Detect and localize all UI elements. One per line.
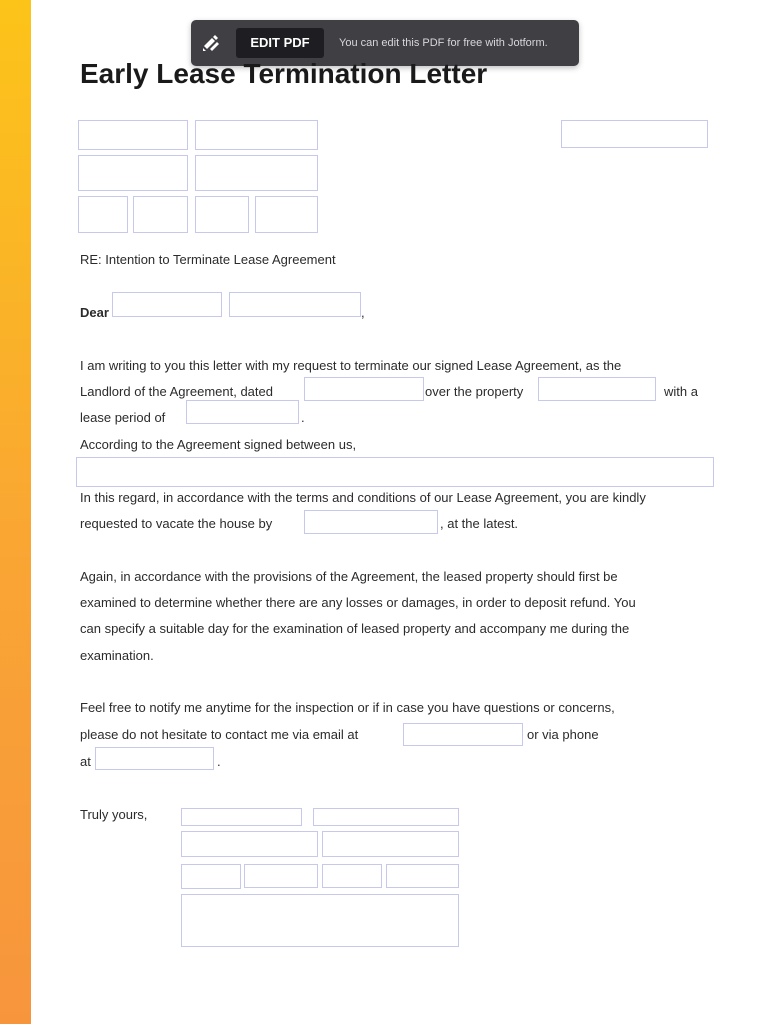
closing-text: Truly yours,: [80, 807, 148, 822]
para4-line3-a: at: [80, 754, 91, 769]
recipient-country-field[interactable]: [255, 196, 318, 233]
jotform-logo-icon: [201, 33, 223, 53]
page-title: Early Lease Termination Letter: [80, 58, 488, 89]
recipient-street-field[interactable]: [78, 155, 188, 191]
signature-field[interactable]: [181, 894, 459, 947]
left-accent-bar: [0, 0, 31, 1024]
recipient-zip-field[interactable]: [195, 196, 249, 233]
para1-line3-b: .: [301, 410, 305, 425]
agreement-date-field[interactable]: [304, 377, 424, 401]
para1-line2-a: Landlord of the Agreement, dated: [80, 384, 273, 399]
sender-first-name-field[interactable]: [181, 808, 302, 826]
vacate-date-field[interactable]: [304, 510, 438, 534]
para3-line4: examination.: [80, 648, 154, 663]
para1-line4: According to the Agreement signed between us,: [80, 437, 357, 452]
recipient-city-field[interactable]: [78, 196, 128, 233]
edit-pdf-button[interactable]: EDIT PDF: [236, 28, 324, 58]
para1-line2-b: over the property: [425, 384, 524, 399]
sender-last-name-field[interactable]: [313, 808, 459, 826]
sender-street-field[interactable]: [181, 831, 318, 857]
recipient-state-field[interactable]: [133, 196, 188, 233]
dear-last-name-field[interactable]: [229, 292, 361, 317]
sender-country-field[interactable]: [386, 864, 459, 888]
para4-line3-b: .: [217, 754, 221, 769]
lease-period-field[interactable]: [186, 400, 299, 424]
salutation-comma: ,: [361, 305, 365, 320]
para1-line1: I am writing to you this letter with my request to terminate our signed Lease Agreement, as the: [80, 358, 622, 373]
dear-first-name-field[interactable]: [112, 292, 222, 317]
banner-message: You can edit this PDF for free with Jotform.: [339, 37, 548, 49]
sender-zip-field[interactable]: [322, 864, 382, 888]
recipient-first-name-field[interactable]: [78, 120, 188, 150]
sender-city-field[interactable]: [181, 864, 241, 889]
para3-line3: can specify a suitable day for the examination of leased property and accompany me during the: [80, 621, 630, 636]
letter-date-field[interactable]: [561, 120, 708, 148]
property-address-field[interactable]: [538, 377, 656, 401]
para2-line2-a: requested to vacate the house by: [80, 516, 273, 531]
phone-field[interactable]: [95, 747, 214, 770]
para3-line2: examined to determine whether there are any losses or damages, in order to deposit refund. You: [80, 595, 636, 610]
para4-line2-a: please do not hesitate to contact me via email at: [80, 727, 359, 742]
recipient-last-name-field[interactable]: [195, 120, 318, 150]
para2-line1: In this regard, in accordance with the terms and conditions of our Lease Agreement, you are kindly: [80, 490, 646, 505]
para4-line2-b: or via phone: [527, 727, 599, 742]
salutation-label: Dear: [80, 305, 109, 320]
sender-street-2-field[interactable]: [322, 831, 459, 857]
para1-line3-a: lease period of: [80, 410, 166, 425]
email-field[interactable]: [403, 723, 523, 746]
para4-line1: Feel free to notify me anytime for the inspection or if in case you have questions or concerns,: [80, 700, 615, 715]
para1-line2-c: with a: [664, 384, 698, 399]
sender-state-field[interactable]: [244, 864, 318, 888]
agreement-terms-field[interactable]: [76, 457, 714, 487]
recipient-street-2-field[interactable]: [195, 155, 318, 191]
para3-line1: Again, in accordance with the provisions of the Agreement, the leased property should first be: [80, 569, 618, 584]
re-line: RE: Intention to Terminate Lease Agreement: [80, 252, 336, 267]
para2-line2-b: , at the latest.: [440, 516, 519, 531]
